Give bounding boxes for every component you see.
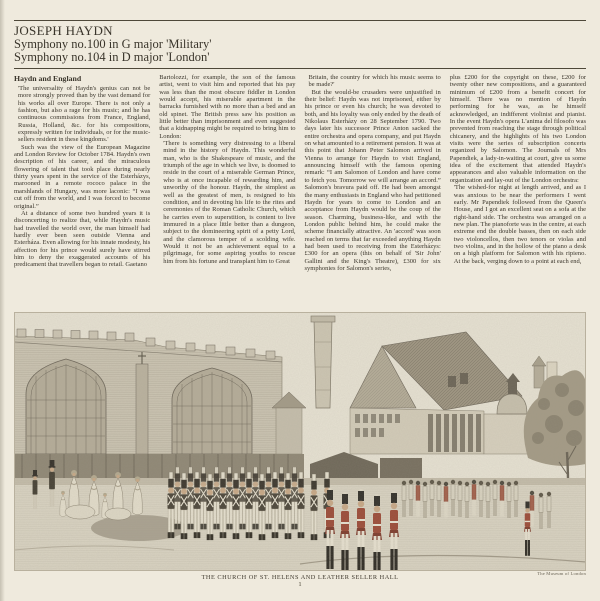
header-rule-bottom <box>14 68 586 69</box>
paragraph: Britain, the country for which his music seems to be made?' <box>308 74 441 89</box>
scan-edge-shadow <box>0 0 5 601</box>
paragraph: Bartolozzi, for example, the son of the famous artist, went to visit him and reported that his pay was less than the most obscure fiddler in London would accept, his miserable apartment in the barracks furnished with no more than a bed and an old spinet. The British press saw his position as little better than imprisonment and even suggested that a kidnapping might be required to bring him to London: <box>159 74 296 140</box>
engraving-credit: The Museum of London <box>537 571 586 576</box>
paragraph: But the would-be crusaders were unjustified in their belief: Haydn was not imprisoned, either by his prince or even his church; he was devoted to both, and his loyalty was only ended by the death of Nikolaus Esterházy on 28 September 1790. Two days later his successor Prince Anton sacked the entire orchestra and opera company, and put Haydn on what amounted to a retirement pension. It was at this point that Johann Peter Salomon arrived in Vienna to arrange for Haydn to visit England, announcing himself with the famous opening remark: “I am Salomon of London and have come to fetch you. Tomorrow we will arrange an accord.” Salomon's bravura paid off. He had been amongst the many enthusiasts in England who had petitioned Haydn for years to come to London and an acceptance from Haydn would be the coup of the season. Charming, business-like, and with the London public behind him, he could make the scheme financially attractive. An 'accord' was soon reached on terms that far exceeded anything Haydn had been used to receiving from the Esterházys: £300 for an opera (this on behalf of 'Sir John' Gallini and the King's Theatre), £300 for six symphonies for Salomon's series, <box>304 88 441 272</box>
column-2 <box>159 74 295 308</box>
paragraph: 'The wished-for night at length arrived, and as I was anxious to be near the performers I went early. Mr Papendiek followed from the Queen's House, and I got an excellent seat on a sofa at the right-hand side. The orchestra was arranged on a new plan. The pianoforte was in the centre, at each extreme end the double basses, then on each side two violoncellos, then two tenors or violas and two violins, and in the hollow of the piano a desk on a high platform for Salomon with his ripieno. At the back, verging down to a point at each end, <box>453 184 586 265</box>
engraving-caption: THE CHURCH OF ST. HELENS AND LEATHER SELLER HALL <box>201 574 399 581</box>
composer-title: JOSEPH HAYDN <box>14 23 113 38</box>
work-title-1: Symphony no.100 in G major 'Military' <box>14 37 212 51</box>
album-back-page <box>14 0 586 583</box>
paragraph: 'There is something very distressing to a liberal mind in the history of Haydn. This wonderful man, who is the Shakespeare of music, and the triumph of the age in which we live, is doomed to reside in the court of a miserable German Prince, who is at once incapable of rewarding him, and unworthy of the honour. Haydn, the simplest as well as the greatest of men, is resigned to his condition, and in devoting his life to the rites and ceremonies of the Roman Catholic Church, which he carries even to superstition, is content to live immured in a place little better than a dungeon, subject to the domineering spirit of a petty Lord, and the clamorous temper of a scolding wife. Would it not be an achievement equal to a pilgrimage, for some aspiring youths to rescue him from his fortune and transplant him to Great <box>163 140 296 265</box>
column-3 <box>305 74 441 308</box>
engraving-grain <box>14 312 586 571</box>
section-heading: Haydn and England <box>14 74 82 83</box>
paragraph: At a distance of some two hundred years it is disconcerting to realize that, while Haydn's music had travelled the world over, the man himself had hardly ever been seen outside Vienna and Esterháza. Even allowing for his innate modesty, his affection for his prince would surely have stirred him to deny the exaggerated accounts of his predicament that travellers began to retail. Gaetano <box>14 209 151 269</box>
column-1 <box>14 74 150 308</box>
work-title-2: Symphony no.104 in D major 'London' <box>14 50 210 64</box>
column-4 <box>450 74 586 308</box>
paragraph: plus £200 for the copyright on these, £200 for twenty other new compositions, and a guaranteed minimum of £200 from a benefit concert for himself. There was no mention of Haydn performing for he was, as he himself acknowledged, an indifferent violinist and pianist. In the event Haydn's opera L'anima del filosofo was prevented from reaching the stage through political chicanery, and the highlights of his two London visits were the series of subscription concerts organized by Salomon. The Journals of Mrs Papendiek, a lady-in-waiting at court, give us some idea of the excitement that attended Haydn's appearances and also valuable information on the organization and lay-out of the London orchestra: <box>449 74 586 184</box>
paragraph: 'The universality of Haydn's genius can not be more strongly proved than by the vast demand for his works all over Europe. There is not only a fashion, but also a rage for his music; and he has continuous commissions from France, England, Russia, Holland, &c. for his compositions, expressly written for individuals, or for the music-sellers resident in these kingdoms.' <box>18 85 151 144</box>
page-number: 1 <box>298 581 302 588</box>
paragraph: Such was the view of the European Magazine and London Review for October 1784. Haydn's own description of his career, and the miraculous flowering of talent that took place during nearly thirty years spent in the service of the Esterházys, marooned in a remote rococo palace in the marshlands of Hungary, was more laconic: “I was cut off from the world, and I was forced to become original.” <box>14 143 151 210</box>
engraving-church-and-hall <box>14 312 586 571</box>
liner-notes <box>14 74 586 308</box>
masthead <box>14 21 586 68</box>
